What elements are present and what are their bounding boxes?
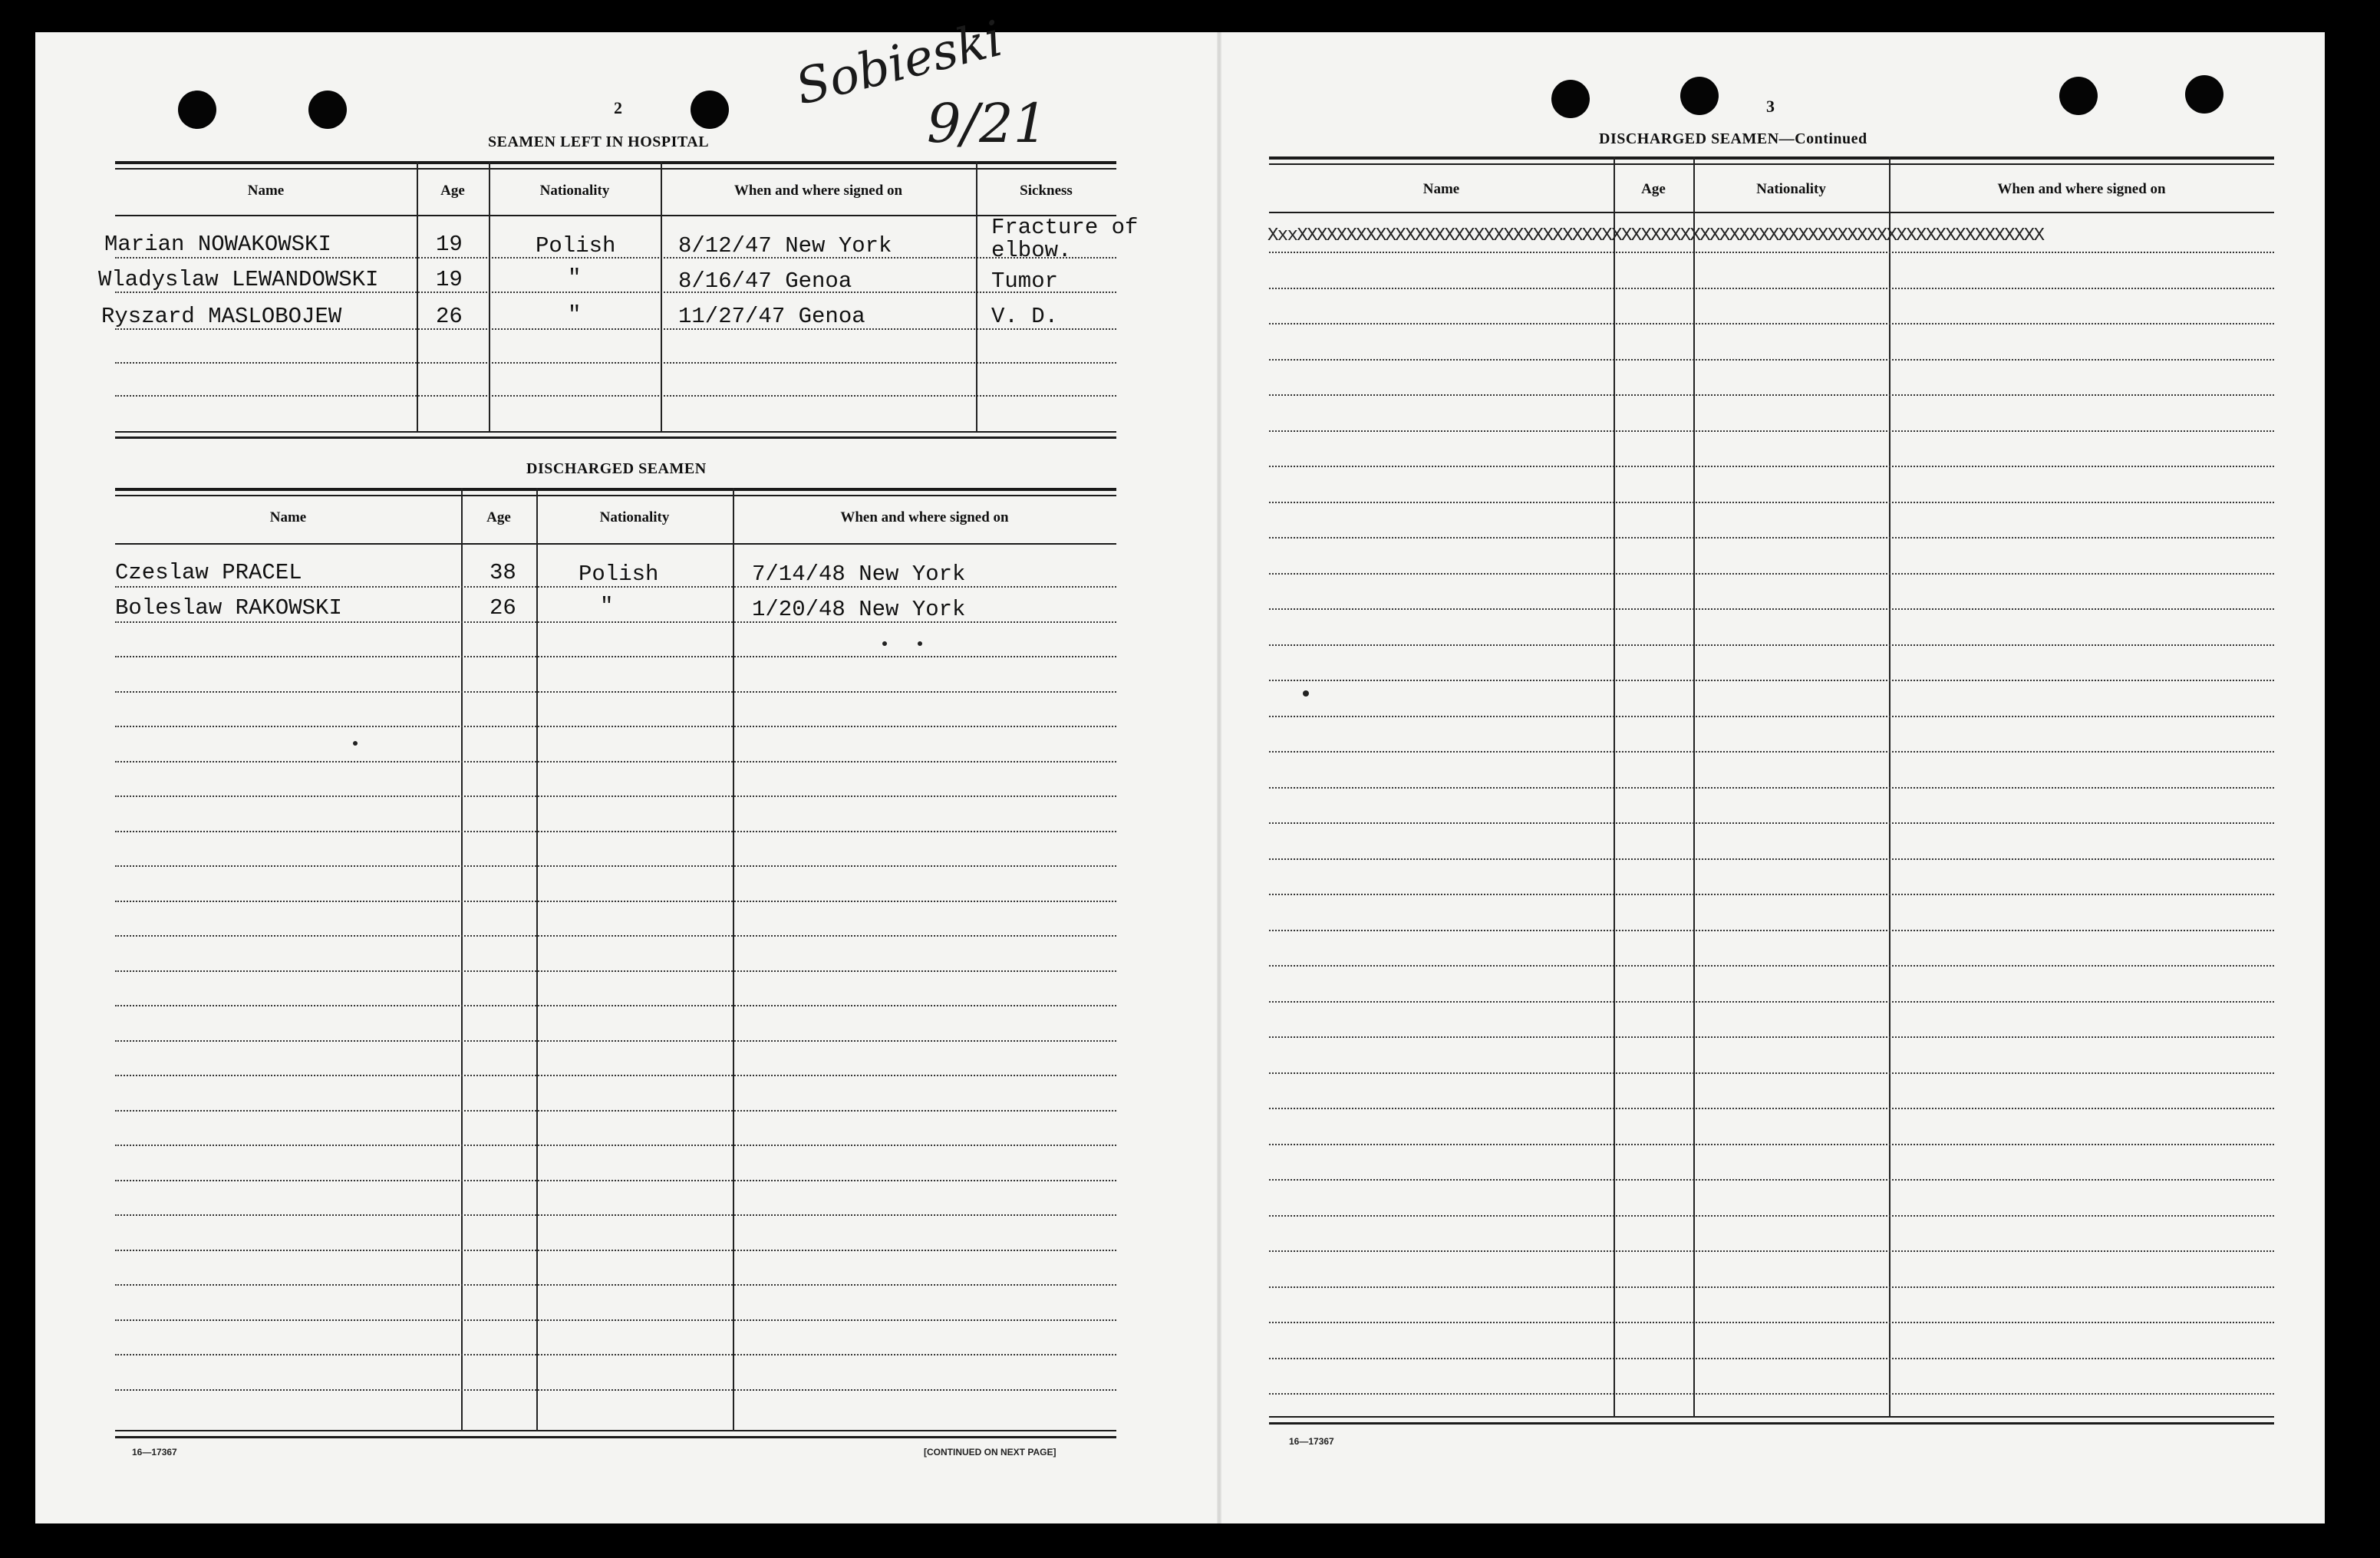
ruling-line <box>1269 1286 2274 1288</box>
ruling-line <box>1269 1358 2274 1359</box>
page-number-left: 2 <box>614 98 622 117</box>
ruling-line <box>1269 930 2274 931</box>
ruling-line <box>1269 680 2274 681</box>
ruling-line <box>1269 573 2274 575</box>
ruling-line <box>1269 644 2274 646</box>
discharged-signed-on: 7/14/48 New York <box>752 562 966 587</box>
punch-hole <box>1680 77 1719 115</box>
discharged-nationality: Polish <box>579 562 659 587</box>
hospital-sickness: Fracture of <box>991 215 1139 240</box>
ruling-line <box>1269 1001 2274 1003</box>
discharged-age: 26 <box>490 595 516 621</box>
ruling-line <box>115 865 1116 867</box>
hospital-sickness: Tumor <box>991 268 1059 294</box>
ink-speck <box>353 741 358 746</box>
ruling-line <box>115 795 1116 797</box>
ruling-line <box>115 1389 1116 1391</box>
crossed-out-row: XxxXXXXXXXXXXXXXXXXXXXXXXXXXXXXXXXXXXXXXXXXXXXXXXXXXXXXXXXXXXXXXXXXXXXXXXXXXXXX <box>1267 226 2044 246</box>
ruling-line <box>1269 965 2274 967</box>
hospital-sickness: V. D. <box>991 304 1059 329</box>
col-header-age: Age <box>486 509 511 525</box>
form-number-left: 16—17367 <box>132 1447 177 1458</box>
ink-speck <box>918 641 922 646</box>
col-header-signed-on: When and where signed on <box>1997 181 2166 197</box>
ruling-line <box>115 726 1116 727</box>
col-header-age: Age <box>440 183 465 199</box>
handwritten-annotation: Sobieski <box>790 10 1008 117</box>
punch-hole <box>2185 75 2223 114</box>
ruling-line <box>1269 1072 2274 1074</box>
col-header-name: Name <box>1422 181 1460 197</box>
hospital-signed-on: 8/16/47 Genoa <box>678 268 852 294</box>
ruling-line <box>1269 1215 2274 1217</box>
discharged-age: 38 <box>490 560 516 585</box>
ruling-line <box>1269 751 2274 753</box>
page-number-right: 3 <box>1766 97 1775 116</box>
ruling-line <box>1269 716 2274 717</box>
ruling-line <box>115 1180 1116 1181</box>
ruling-line <box>115 621 1116 623</box>
form-number-right: 16—17367 <box>1289 1436 1334 1447</box>
continued-note: [CONTINUED ON NEXT PAGE] <box>924 1447 1056 1458</box>
ruling-line <box>1269 1250 2274 1252</box>
hospital-age: 26 <box>436 304 463 329</box>
ruling-line <box>115 831 1116 832</box>
ruling-line <box>1269 608 2274 610</box>
ink-speck <box>882 641 887 646</box>
discharged-name: Czeslaw PRACEL <box>115 560 302 585</box>
ruling-line <box>1269 288 2274 289</box>
ruling-line <box>1269 1036 2274 1038</box>
col-header-name: Name <box>269 509 307 525</box>
punch-hole <box>1551 80 1590 118</box>
hospital-nationality: " <box>568 302 582 328</box>
col-header-age: Age <box>1641 181 1666 197</box>
ruling-line <box>1269 252 2274 253</box>
ruling-line <box>1269 858 2274 860</box>
ruling-line <box>1269 359 2274 361</box>
ruling-line <box>1269 1108 2274 1109</box>
hospital-table <box>98 161 1139 437</box>
col-header-nationality: Nationality <box>1756 181 1826 197</box>
ruling-line <box>115 1040 1116 1042</box>
ruling-line <box>115 1005 1116 1006</box>
ruling-line <box>115 970 1116 972</box>
ruling-line <box>1269 537 2274 539</box>
punch-hole <box>308 91 347 129</box>
ruling-line <box>115 1145 1116 1146</box>
ruling-line <box>1269 502 2274 503</box>
hospital-age: 19 <box>436 232 463 257</box>
hospital-signed-on: 8/12/47 New York <box>678 233 892 259</box>
ruling-line <box>1269 1393 2274 1395</box>
discharged-section-title: DISCHARGED SEAMEN <box>526 460 707 477</box>
ruling-line <box>1269 1144 2274 1145</box>
hospital-name: Ryszard MASLOBOJEW <box>101 304 342 329</box>
ruling-line <box>115 586 1116 588</box>
col-header-signed-on: When and where signed on <box>840 509 1009 525</box>
page-fold <box>1217 32 1221 1523</box>
col-header-nationality: Nationality <box>539 183 610 199</box>
ink-speck <box>1303 690 1309 697</box>
col-header-signed-on: When and where signed on <box>733 183 903 199</box>
hospital-section-title: SEAMEN LEFT IN HOSPITAL <box>488 133 710 150</box>
hospital-nationality: " <box>568 265 582 291</box>
col-header-sickness: Sickness <box>1020 183 1073 199</box>
ruling-line <box>1269 430 2274 432</box>
ruling-line <box>115 656 1116 657</box>
ruling-line <box>1269 894 2274 895</box>
hospital-name: Marian NOWAKOWSKI <box>104 232 331 257</box>
ruling-line <box>115 901 1116 902</box>
hospital-nationality: Polish <box>536 233 616 259</box>
ruling-line <box>115 1250 1116 1251</box>
ruling-line <box>1269 466 2274 467</box>
discharged-signed-on: 1/20/48 New York <box>752 597 966 622</box>
ruling-line <box>115 1075 1116 1076</box>
ruling-line <box>1269 1322 2274 1323</box>
punch-hole <box>2059 77 2098 115</box>
ruling-line <box>115 1214 1116 1216</box>
hospital-signed-on: 11/27/47 Genoa <box>678 304 865 329</box>
ruling-line <box>1269 1179 2274 1181</box>
discharged-nationality: " <box>600 594 614 619</box>
ruling-line <box>115 691 1116 693</box>
ruling-line <box>115 1354 1116 1355</box>
punch-hole <box>178 91 216 129</box>
hospital-sickness-cont: elbow. <box>991 238 1072 263</box>
discharged-name: Boleslaw RAKOWSKI <box>115 595 342 621</box>
discharged-table <box>115 488 1116 1439</box>
hospital-name: Wladyslaw LEWANDOWSKI <box>98 267 379 292</box>
ruling-line <box>1269 394 2274 396</box>
ruling-line <box>1269 787 2274 789</box>
ruling-line <box>115 1284 1116 1286</box>
hospital-age: 19 <box>436 267 463 292</box>
punch-hole <box>691 91 729 129</box>
discharged-continued-table <box>1269 156 2274 1430</box>
ruling-line <box>115 761 1116 763</box>
ruling-line <box>115 935 1116 937</box>
ruling-line <box>115 1110 1116 1112</box>
ruling-line <box>1269 822 2274 824</box>
ruling-line <box>1269 323 2274 324</box>
discharged-continued-title: DISCHARGED SEAMEN—Continued <box>1599 130 1867 147</box>
col-header-nationality: Nationality <box>599 509 670 525</box>
ruling-line <box>115 1319 1116 1321</box>
handwritten-date: 9/21 <box>927 92 1048 155</box>
col-header-name: Name <box>247 183 285 199</box>
